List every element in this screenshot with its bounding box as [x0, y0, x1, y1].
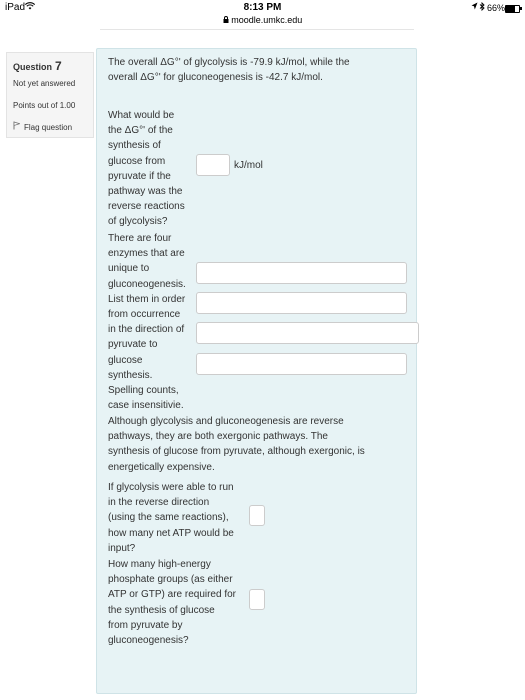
text-line: How many high-energy	[108, 559, 211, 570]
text-line: Although glycolysis and gluconeogenesis are reverse	[108, 416, 344, 427]
enzyme-2-input[interactable]	[196, 292, 407, 314]
text-line: case insensitivie.	[108, 400, 184, 412]
text-line: from occurrence	[108, 309, 181, 321]
text-line: gluconeogenesis.	[108, 278, 186, 290]
flag-question-link[interactable]	[13, 121, 72, 132]
location-icon	[471, 2, 478, 12]
battery-tip	[520, 7, 522, 10]
intro-line: overall ΔG°' for gluconeogenesis is -42.7 kJ/mol.	[108, 72, 323, 84]
phosphate-groups-input[interactable]	[249, 589, 265, 610]
question-info-panel	[6, 52, 94, 138]
question-intro	[108, 55, 350, 85]
url-bar[interactable]	[0, 15, 525, 25]
flag-icon	[13, 121, 20, 132]
bluetooth-icon	[479, 2, 485, 13]
text-line: If glycolysis were able to run	[108, 482, 234, 493]
header-divider	[100, 29, 414, 30]
text-line: enzymes that are	[108, 248, 185, 260]
question-1-text	[108, 108, 185, 230]
question-points: Points out of 1.00	[13, 101, 76, 110]
delta-g-answer-input[interactable]	[196, 154, 230, 176]
text-line: unique to	[108, 263, 150, 275]
text-line: pathway was the	[108, 186, 183, 198]
text-line: pathways, they are both exergonic pathways. The	[108, 431, 328, 443]
url-text: moodle.umkc.edu	[231, 15, 303, 25]
question-label: Question	[13, 62, 53, 72]
flag-label: Flag question	[24, 123, 73, 132]
text-line: synthesis of glucose from pyruvate, although exergonic, is	[108, 446, 365, 458]
text-line: pyruvate if the	[108, 170, 171, 182]
text-line: Spelling counts,	[108, 385, 179, 397]
lock-icon	[223, 15, 232, 25]
text-line: There are four	[108, 233, 172, 244]
text-line: input?	[108, 542, 136, 554]
text-line: how many net ATP would be	[108, 527, 234, 539]
intro-line: The overall ΔG°' of glycolysis is -79.9 kJ/mol, while the	[108, 57, 350, 68]
enzyme-1-input[interactable]	[196, 262, 407, 284]
question-status: Not yet answered	[13, 79, 76, 88]
text-line: synthesis of	[108, 140, 161, 152]
question-heading	[13, 59, 62, 73]
unit-label: kJ/mol	[234, 160, 263, 171]
text-line: synthesis.	[108, 369, 153, 381]
text-line: in the reverse direction	[108, 497, 210, 509]
text-line: List them in order	[108, 293, 186, 305]
text-line: What would be	[108, 110, 175, 121]
question-2-text	[108, 231, 186, 413]
text-line: ATP or GTP) are required for	[108, 589, 237, 601]
text-line: (using the same reactions),	[108, 512, 229, 524]
question-3-text	[108, 480, 234, 556]
text-line: phosphate groups (as either	[108, 574, 233, 586]
device-name: iPad	[5, 2, 26, 13]
status-bar	[0, 0, 525, 30]
text-line: gluconeogenesis?	[108, 635, 189, 647]
text-line: pyruvate to	[108, 339, 158, 351]
text-line: reverse reactions	[108, 201, 185, 213]
text-line: the synthesis of glucose	[108, 604, 215, 616]
text-line: in the direction of	[108, 324, 185, 336]
text-line: from pyruvate by	[108, 619, 183, 631]
enzyme-3-input[interactable]	[196, 322, 419, 344]
text-line: of glycolysis?	[108, 216, 168, 228]
text-line: glucose from	[108, 155, 166, 167]
explanation-paragraph	[108, 414, 365, 475]
clock: 8:13 PM	[243, 2, 282, 13]
text-line: the ΔG°' of the	[108, 125, 173, 137]
text-line: glucose	[108, 354, 143, 366]
net-atp-input[interactable]	[249, 505, 265, 526]
text-line: energetically expensive.	[108, 461, 215, 473]
question-number: 7	[55, 59, 62, 73]
battery-icon	[505, 5, 520, 13]
enzyme-4-input[interactable]	[196, 353, 407, 375]
battery-percent: 66%	[487, 3, 506, 13]
question-4-text	[108, 557, 236, 648]
